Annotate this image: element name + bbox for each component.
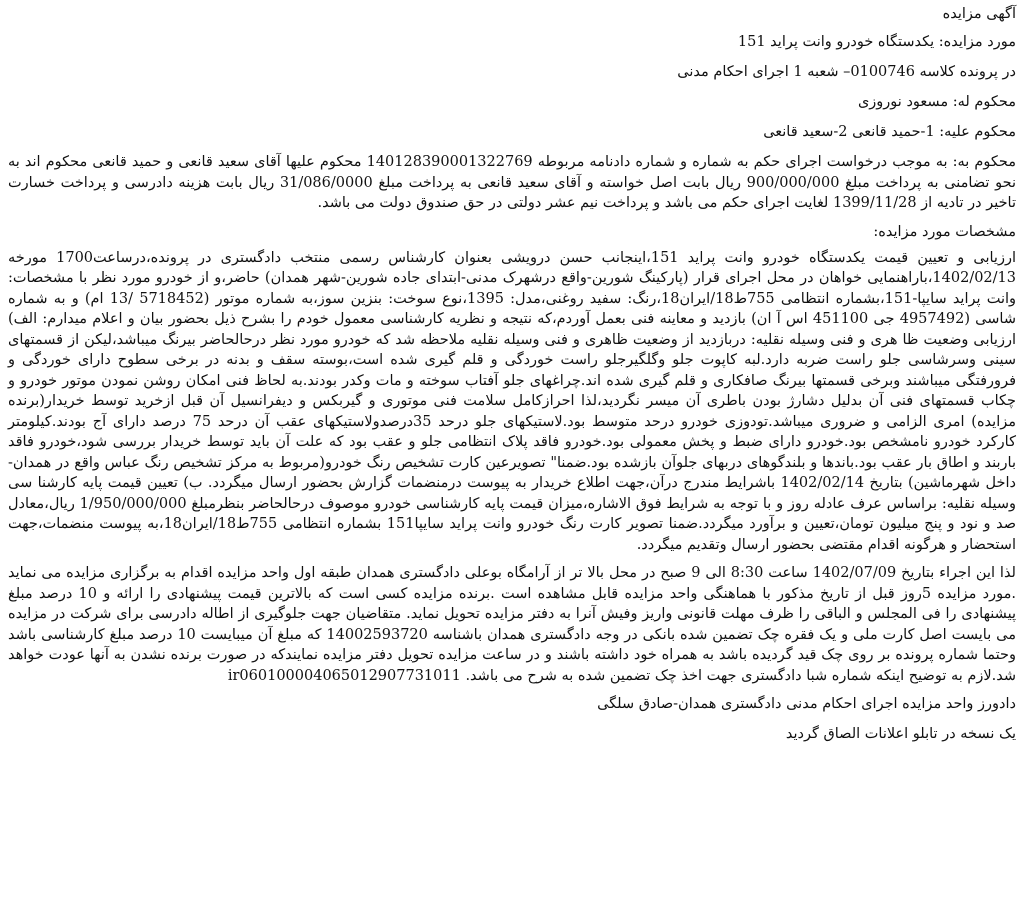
specs-paragraph: ارزیابی و تعیین قیمت یکدستگاه خودرو وانت پراید 151،اینجانب حسن درویشی بعنوان کارشناس رسمی منتخب دادگستری در پرونده،درساعت1700 مورخه 1402/02/13،باراهنمایی خواهان در محل اجرای قرار (پارکینگ شورین-واقع درشهرک مدنی-ابتدای جاده شورین-شهر همدان) حاضر،و از خودرو مورد نظر با مشخصات: وانت پراید سایپا-151،بشماره انتظامی 755ط18/ایران18،رنگ: سفید روغنی،مدل: 1395،نوع سوخت: بنزین سوز،به شماره موتور (5718452 /13 ام) و به شماره شاسی (4957492 جی 451100 اس آ ان) بازدید و معاینه فنی بعمل آوردم،که نتیجه و نظریه کارشناسی معمول خودم را بشرح ذیل بحضور بیان و اعلام میدارم: الف) ارزیابی وضعیت ظا هری و فنی وسیله نقلیه: دربازدید از وضعیت ظاهری و فنی وسیله نقلیه ملاحظه شد که خودرو مورد نظر درحالحاضر بیرنگ میباشد،لیکن از قسمتهای سینی وسرشاسی جلو راست ضربه دارد.لبه کاپوت جلو وگلگیرجلو راست خوردگی و قلم گیری شده است،بوسته سقف و بدنه در برخی سطوح دارای خوردگی و فرورفتگی میباشند وبرخی قسمتها بیرنگ صافکاری و قلم گیری شده اند.چراغهای جلو آفتاب سوخته و مات وکدر بودند.به لحاظ فنی امکان روشن نمودن موتور خودرو و چکاب قسمتهای فنی آن بدلیل دشارژ بودن باطری آن میسر نگردید،لذا احرازکامل سلامت فنی موتوری و گیربکس و دیفرانسیل آن قبل ازخرید توسط خریدار(برنده مزایده) امری الزامی و ضروری میباشد.تودوزی خودرو درحد متوسط بود.لاستیکهای جلو درحد 35درصدولاستیکهای عقب آن درحد 75 درصد دارای آج بودند.کیلومتر کارکرد خودرو نامشخص بود.خودرو دارای ضبط و پخش معمولی بود.خودرو فاقد پلاک انتظامی جلو و عقب بود که علت آن باید توسط خریدار بررسی شود،خودرو فاقد باربند و اطاق بار عقب بود.باندها و بلندگوهای دربهای جلوآن بازشده بود.ضمنا" تصویرعین کارت تشخیص رنگ خودرو(مربوط به مرکز تشخیص رنگ عباس واقع در همدان-داخل شهرماشین) بتاریخ 1402/02/14 باشرایط مندرج درآن،جهت اطلاع خریدار به پیوست درمنضمات گزارش بحضور ارسال میگردد. ب) تعیین قیمت پایه کارشنا سی وسیله نقلیه: براساس عرف عادله روز و با توجه به شرایط فوق الاشاره،میزان قیمت پایه کارشناسی خودرو موصوف درحالحاضر بنظرمبلغ 1/950/000/000 ریال،معادل صد و نود و پنج میلیون تومان،تعیین و برآورد میگردد.ضمنا تصویر کارت رنگ خودرو وانت پراید سایپا151 بشماره انتظامی 755ط18/ایران18،به پیوست منضمات،جهت استحضار و هرگونه اقدام مقتضی بحضور ارسال وتقدیم میگردد.: [8, 249, 1017, 553]
judgment-paragraph: محکوم به: به موجب درخواست اجرای حکم به شماره و شماره دادنامه مربوطه 140128390001322769 محکوم علیها آقای سعید قانعی و حمید قانعی محکوم اند به نحو تضامنی به پرداخت مبلغ 900/000/000 ریال بابت اصل خواسته و آقای سعید قانعی به پرداخت مبلغ 31/086/0000 ریال بابت هزینه دادرسی و پرداخت خسارت تاخیر در تادیه از 1399/11/28 لغایت اجرای حکم می باشد و پرداخت نیم عشر دولتی در حق صندوق دولت می باشد.: [8, 154, 1016, 211]
specs-heading: مشخصات مورد مزایده:: [873, 223, 1016, 240]
plaintiff-line: محکوم له: مسعود نوروزی: [857, 94, 1016, 110]
case-file-line: در پرونده کلاسه 0100746– شعبه 1 اجرای احکام مدنی: [677, 64, 1016, 80]
auction-paragraph: لذا این اجراء بتاریخ 1402/07/09 ساعت 8:30 الی 9 صبح در محل بالا تر از آرامگاه بوعلی دادگستری همدان طبقه اول واحد مزایده اقدام به برگزاری مزایده می نماید .مورد مزایده 5روز قبل از تاریخ مذکور با هماهنگی واحد مزایده قابل مشاهده است .برنده مزایده کسی است که بالاترین قیمت پیشنهادی را ارائه و 10 درصد مبلغ پیشنهادی را فی المجلس و الباقی را ظرف مهلت قانونی واریز وفیش آنرا به دفتر مزایده تحویل نماید. متقاضیان جهت جلوگیری از اطاله دادرسی برای شرکت در مزایده می بایست اصل کارت ملی و یک فقره چک تضمین شده بانکی در وجه دادگستری همدان باشناسه 14002593720 که مبلغ آن میبایست 10 درصد مبلغ کارشناسی باشد وحتما شماره پرونده بر روی چک قید گردیده باشد به همراه خود داشته باشند و در ساعت مزایده تحویل دفتر مزایده نمایندکه در صورت برنده نشدن به آنها عودت خواهد شد.لازم به توضیح اینکه شماره شبا دادگستری جهت اخذ چک تضمین شده به شرح می باشد. ir060100004065012907731011: [8, 565, 1016, 684]
notice-title: آگهی مزایده: [942, 6, 1016, 22]
auction-subject: مورد مزایده: یکدستگاه خودرو وانت پراید 151: [737, 34, 1016, 50]
posting-note: یک نسخه در تابلو اعلانات الصاق گردید: [785, 726, 1016, 742]
signature-line: دادورز واحد مزایده اجرای احکام مدنی دادگستری همدان-صادق سلگی: [597, 696, 1016, 712]
defendants-line: محکوم علیه: 1-حمید قانعی 2-سعید قانعی: [763, 124, 1016, 140]
